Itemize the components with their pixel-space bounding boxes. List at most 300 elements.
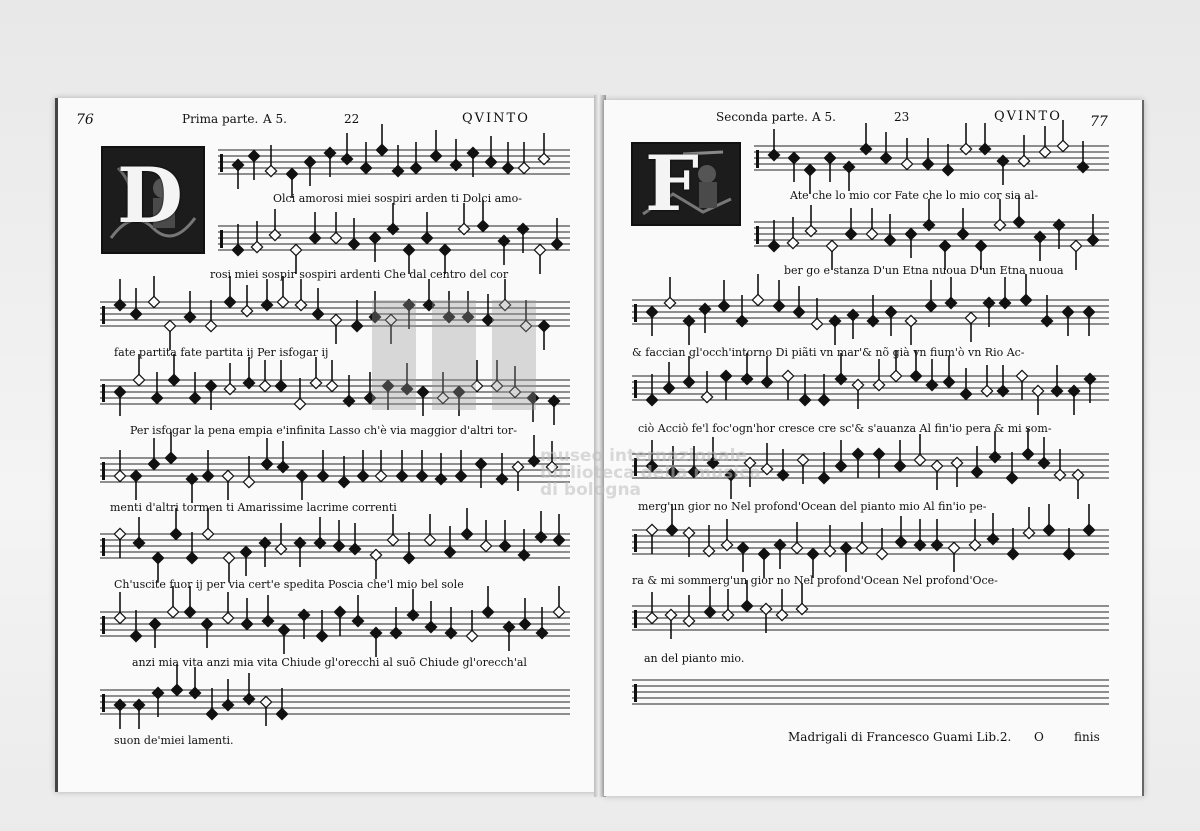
note-head <box>931 460 942 471</box>
note-head <box>202 528 213 539</box>
note-head <box>736 315 747 326</box>
note-head <box>960 388 971 399</box>
note-head <box>130 308 141 319</box>
note-head <box>290 244 301 255</box>
note-head <box>496 473 507 484</box>
note-head <box>895 536 906 547</box>
right-lyric-line-2: ber go e stanza D'un Etna nuoua D'un Etna nuoua <box>784 264 1064 277</box>
note-head <box>805 225 816 236</box>
note-head <box>797 454 808 465</box>
note-head <box>1032 385 1043 396</box>
left-page <box>55 98 600 792</box>
note-head <box>375 470 386 481</box>
note-head <box>885 306 896 317</box>
note-head <box>518 549 529 560</box>
note-head <box>338 476 349 487</box>
note-head <box>845 228 856 239</box>
note-head <box>782 370 793 381</box>
note-head <box>334 606 345 617</box>
note-head <box>1068 385 1079 396</box>
clef-mark <box>102 538 105 556</box>
note-head <box>835 460 846 471</box>
note-head <box>517 223 528 234</box>
note-head <box>824 545 835 556</box>
note-head <box>248 150 259 161</box>
note-head <box>416 470 427 481</box>
note-head <box>701 391 712 402</box>
note-head <box>1039 146 1050 157</box>
note-head <box>387 534 398 545</box>
note-head <box>939 240 950 251</box>
note-head <box>777 469 788 480</box>
note-head <box>914 539 925 550</box>
note-head <box>114 699 125 710</box>
note-head <box>330 314 341 325</box>
note-head <box>999 297 1010 308</box>
note-head <box>894 460 905 471</box>
note-head <box>943 376 954 387</box>
note-head <box>222 612 233 623</box>
watermark-line-1: museo internazionale <box>540 446 747 466</box>
note-head <box>793 306 804 317</box>
left-lyric-line-4: Per isfogar la pena empia e'infinita Lasso ch'è via maggior d'altri tor- <box>130 424 517 437</box>
note-head <box>309 232 320 243</box>
note-head <box>475 458 486 469</box>
note-head <box>1007 548 1018 559</box>
footer-title: Madrigali di Francesco Guami Lib.2. <box>788 730 1012 744</box>
note-head <box>553 534 564 545</box>
music-staff <box>632 274 1109 345</box>
note-head <box>261 458 272 469</box>
note-head <box>114 386 125 397</box>
note-head <box>867 315 878 326</box>
note-head <box>317 470 328 481</box>
note-head <box>683 615 694 626</box>
note-head <box>222 470 233 481</box>
note-head <box>1087 234 1098 245</box>
note-head <box>951 457 962 468</box>
note-head <box>824 152 835 163</box>
clef-mark <box>102 462 105 480</box>
note-head <box>341 153 352 164</box>
note-head <box>901 158 912 169</box>
note-head <box>265 165 276 176</box>
left-lyric-line-6: Ch'uscite fuor ij per via cert'e spedita Poscia che'l mio bel sole <box>114 578 464 591</box>
note-head <box>536 627 547 638</box>
note-head <box>799 394 810 405</box>
note-head <box>752 294 763 305</box>
note-head <box>699 303 710 314</box>
note-head <box>206 708 217 719</box>
left-initial-letter: D <box>117 151 183 240</box>
note-head <box>114 612 125 623</box>
note-head <box>222 699 233 710</box>
note-head <box>202 470 213 481</box>
note-head <box>856 542 867 553</box>
note-head <box>873 448 884 459</box>
note-head <box>826 240 837 251</box>
note-head <box>392 165 403 176</box>
note-head <box>330 232 341 243</box>
note-head <box>241 305 252 316</box>
note-head <box>829 315 840 326</box>
note-head <box>477 220 488 231</box>
note-head <box>444 546 455 557</box>
footer-finis: finis <box>1074 730 1100 744</box>
note-head <box>170 528 181 539</box>
note-head <box>890 370 901 381</box>
note-head <box>965 312 976 323</box>
music-staff <box>218 124 570 198</box>
note-head <box>818 394 829 405</box>
note-head <box>737 542 748 553</box>
clef-mark <box>756 150 759 168</box>
note-head <box>243 377 254 388</box>
note-head <box>295 299 306 310</box>
note-head <box>148 296 159 307</box>
note-head <box>171 684 182 695</box>
clef-mark <box>102 384 105 402</box>
note-head <box>458 223 469 234</box>
note-head <box>880 152 891 163</box>
music-staff <box>100 432 570 503</box>
left-header-number: 22 <box>344 112 360 126</box>
note-head <box>407 609 418 620</box>
left-lyric-line-1: Olci amorosi miei sospiri arden ti Dolci amo- <box>273 192 522 205</box>
note-head <box>114 470 125 481</box>
note-head <box>164 320 175 331</box>
note-head <box>240 546 251 557</box>
left-header-voices: A 5. <box>263 112 287 126</box>
note-head <box>223 552 234 563</box>
right-folio-number: 77 <box>1090 114 1108 130</box>
note-head <box>960 143 971 154</box>
note-head <box>646 394 657 405</box>
note-head <box>186 552 197 563</box>
music-staff <box>632 350 1109 415</box>
note-head <box>1034 231 1045 242</box>
note-head <box>518 162 529 173</box>
note-head <box>503 621 514 632</box>
note-head <box>1063 548 1074 559</box>
clef-mark <box>102 694 105 712</box>
note-head <box>410 162 421 173</box>
note-head <box>703 545 714 556</box>
note-head <box>873 379 884 390</box>
note-head <box>860 143 871 154</box>
note-head <box>435 473 446 484</box>
note-head <box>741 600 752 611</box>
note-head <box>114 299 125 310</box>
note-head <box>316 630 327 641</box>
right-lyric-line-7: an del pianto mio. <box>644 652 745 665</box>
note-head <box>774 539 785 550</box>
note-head <box>439 244 450 255</box>
note-head <box>151 392 162 403</box>
note-head <box>348 238 359 249</box>
note-head <box>663 382 674 393</box>
note-head <box>925 300 936 311</box>
left-lyric-line-8: suon de'miei lamenti. <box>114 734 234 747</box>
note-head <box>979 143 990 154</box>
note-head <box>1013 216 1024 227</box>
clef-mark <box>634 380 637 398</box>
note-head <box>168 374 179 385</box>
note-head <box>512 461 523 472</box>
museum-watermark-logo <box>372 300 572 420</box>
music-staff <box>100 664 570 729</box>
note-head <box>370 627 381 638</box>
note-head <box>360 162 371 173</box>
clef-mark <box>220 154 223 172</box>
note-head <box>445 627 456 638</box>
note-head <box>357 470 368 481</box>
clef-mark <box>634 610 637 628</box>
note-head <box>277 296 288 307</box>
note-head <box>666 524 677 535</box>
note-head <box>165 452 176 463</box>
note-head <box>1043 524 1054 535</box>
right-lyric-line-5: merg'un gior no Nel profond'Ocean del pianto mio Al fin'io pe- <box>638 500 987 513</box>
note-head <box>502 162 513 173</box>
note-head <box>922 158 933 169</box>
note-head <box>184 606 195 617</box>
note-head <box>114 528 125 539</box>
right-initial-letter: F <box>645 142 699 226</box>
note-head <box>776 609 787 620</box>
note-head <box>1020 294 1031 305</box>
note-head <box>1083 524 1094 535</box>
note-head <box>387 223 398 234</box>
note-head <box>314 537 325 548</box>
note-head <box>352 615 363 626</box>
note-head <box>1053 219 1064 230</box>
note-head <box>683 527 694 538</box>
note-head <box>720 370 731 381</box>
note-head <box>971 466 982 477</box>
note-head <box>876 548 887 559</box>
left-header-part: Prima parte. <box>182 112 259 126</box>
note-head <box>997 155 1008 166</box>
note-head <box>455 470 466 481</box>
note-head <box>519 618 530 629</box>
note-head <box>467 147 478 158</box>
note-head <box>396 470 407 481</box>
music-staff <box>754 120 1109 194</box>
note-head <box>787 237 798 248</box>
note-head <box>149 618 160 629</box>
note-head <box>866 228 877 239</box>
note-head <box>1084 373 1095 384</box>
note-head <box>259 537 270 548</box>
note-head <box>811 318 822 329</box>
right-header-part: Seconda parte. <box>716 110 808 124</box>
note-head <box>852 379 863 390</box>
note-head <box>466 630 477 641</box>
note-head <box>910 370 921 381</box>
note-head <box>259 380 270 391</box>
note-head <box>152 552 163 563</box>
note-head <box>1070 240 1081 251</box>
note-head <box>260 696 271 707</box>
note-head <box>741 373 752 384</box>
note-head <box>189 687 200 698</box>
note-head <box>286 168 297 179</box>
note-head <box>189 392 200 403</box>
note-head <box>370 549 381 560</box>
note-head <box>983 297 994 308</box>
note-head <box>646 524 657 535</box>
note-head <box>718 300 729 311</box>
note-head <box>1022 448 1033 459</box>
note-head <box>528 455 539 466</box>
footer-signature-mark: O <box>1034 730 1044 744</box>
clef-mark <box>102 306 105 324</box>
note-head <box>1023 527 1034 538</box>
note-head <box>760 603 771 614</box>
note-head <box>923 219 934 230</box>
note-head <box>945 297 956 308</box>
note-head <box>1077 161 1088 172</box>
note-head <box>1062 306 1073 317</box>
note-head <box>148 458 159 469</box>
note-head <box>981 385 992 396</box>
note-head <box>664 297 675 308</box>
note-head <box>1072 469 1083 480</box>
note-head <box>421 232 432 243</box>
right-lyric-line-1: Ate che lo mio cor Fate che lo mio cor sia al- <box>790 189 1039 202</box>
note-head <box>722 609 733 620</box>
note-head <box>835 373 846 384</box>
note-head <box>796 603 807 614</box>
note-head <box>376 144 387 155</box>
note-head <box>450 159 461 170</box>
note-head <box>298 609 309 620</box>
note-head <box>758 548 769 559</box>
music-staff <box>100 586 570 657</box>
note-head <box>167 606 178 617</box>
note-head <box>975 240 986 251</box>
note-head <box>480 540 491 551</box>
note-head <box>133 537 144 548</box>
note-head <box>403 552 414 563</box>
note-head <box>205 380 216 391</box>
music-staff <box>754 196 1109 270</box>
note-head <box>1057 140 1068 151</box>
note-head <box>704 606 715 617</box>
note-head <box>261 299 272 310</box>
note-head <box>424 534 435 545</box>
note-head <box>296 470 307 481</box>
clef-mark <box>634 534 637 552</box>
note-head <box>551 238 562 249</box>
note-head <box>1018 155 1029 166</box>
note-head <box>538 153 549 164</box>
note-head <box>369 232 380 243</box>
clef-mark <box>220 230 223 248</box>
note-head <box>243 476 254 487</box>
note-head <box>914 454 925 465</box>
note-head <box>333 540 344 551</box>
right-header-voices: A 5. <box>812 110 836 124</box>
note-head <box>232 244 243 255</box>
music-staff <box>218 200 570 274</box>
note-head <box>205 320 216 331</box>
note-head <box>840 542 851 553</box>
note-head <box>1041 315 1052 326</box>
note-head <box>243 693 254 704</box>
note-head <box>804 164 815 175</box>
music-staff <box>632 680 1109 704</box>
note-head <box>349 543 360 554</box>
note-head <box>646 306 657 317</box>
left-folio-number: 76 <box>76 112 94 128</box>
note-head <box>310 377 321 388</box>
note-head <box>499 540 510 551</box>
note-head <box>884 234 895 245</box>
note-head <box>1054 469 1065 480</box>
watermark-line-2: biblioteca della musica <box>540 463 761 483</box>
note-head <box>133 374 144 385</box>
note-head <box>186 473 197 484</box>
note-head <box>251 241 262 252</box>
note-head <box>133 699 144 710</box>
note-head <box>852 448 863 459</box>
note-head <box>130 630 141 641</box>
left-lyric-line-2: rosi miei sospir sospiri ardenti Che dal centro del cor <box>210 268 509 281</box>
note-head <box>773 300 784 311</box>
note-head <box>326 380 337 391</box>
note-head <box>351 320 362 331</box>
note-head <box>278 624 289 635</box>
watermark-line-3: di bologna <box>540 480 642 500</box>
note-head <box>294 398 305 409</box>
note-head <box>931 539 942 550</box>
note-head <box>224 296 235 307</box>
left-lyric-line-5: menti d'altri tormen ti Amarissime lacrime correnti <box>110 501 397 514</box>
note-head <box>847 309 858 320</box>
museum-watermark-text <box>540 448 761 499</box>
note-head <box>324 147 335 158</box>
note-head <box>905 228 916 239</box>
note-head <box>994 219 1005 230</box>
note-head <box>275 380 286 391</box>
music-staff <box>632 580 1109 639</box>
note-head <box>425 621 436 632</box>
note-head <box>535 531 546 542</box>
note-head <box>1083 306 1094 317</box>
music-staff <box>632 504 1109 578</box>
note-head <box>498 235 509 246</box>
note-head <box>232 159 243 170</box>
music-staff <box>100 508 570 582</box>
note-head <box>957 228 968 239</box>
note-head <box>1016 370 1027 381</box>
right-lyric-line-3: & faccian gl'occh'intorno Di piãti vn mar'& nõ già vn fium'ò vn Rio Ac- <box>632 346 1025 359</box>
note-head <box>390 627 401 638</box>
note-head <box>482 606 493 617</box>
note-head <box>461 528 472 539</box>
note-head <box>312 308 323 319</box>
note-head <box>275 543 286 554</box>
clef-mark <box>102 616 105 634</box>
right-header-voice: QVINTO <box>994 109 1062 124</box>
note-head <box>1038 457 1049 468</box>
left-lyric-line-7: anzi mia vita anzi mia vita Chiude gl'orecchi al suõ Chiude gl'orecch'al <box>132 656 527 669</box>
note-head <box>997 385 1008 396</box>
note-head <box>184 311 195 322</box>
note-head <box>277 461 288 472</box>
